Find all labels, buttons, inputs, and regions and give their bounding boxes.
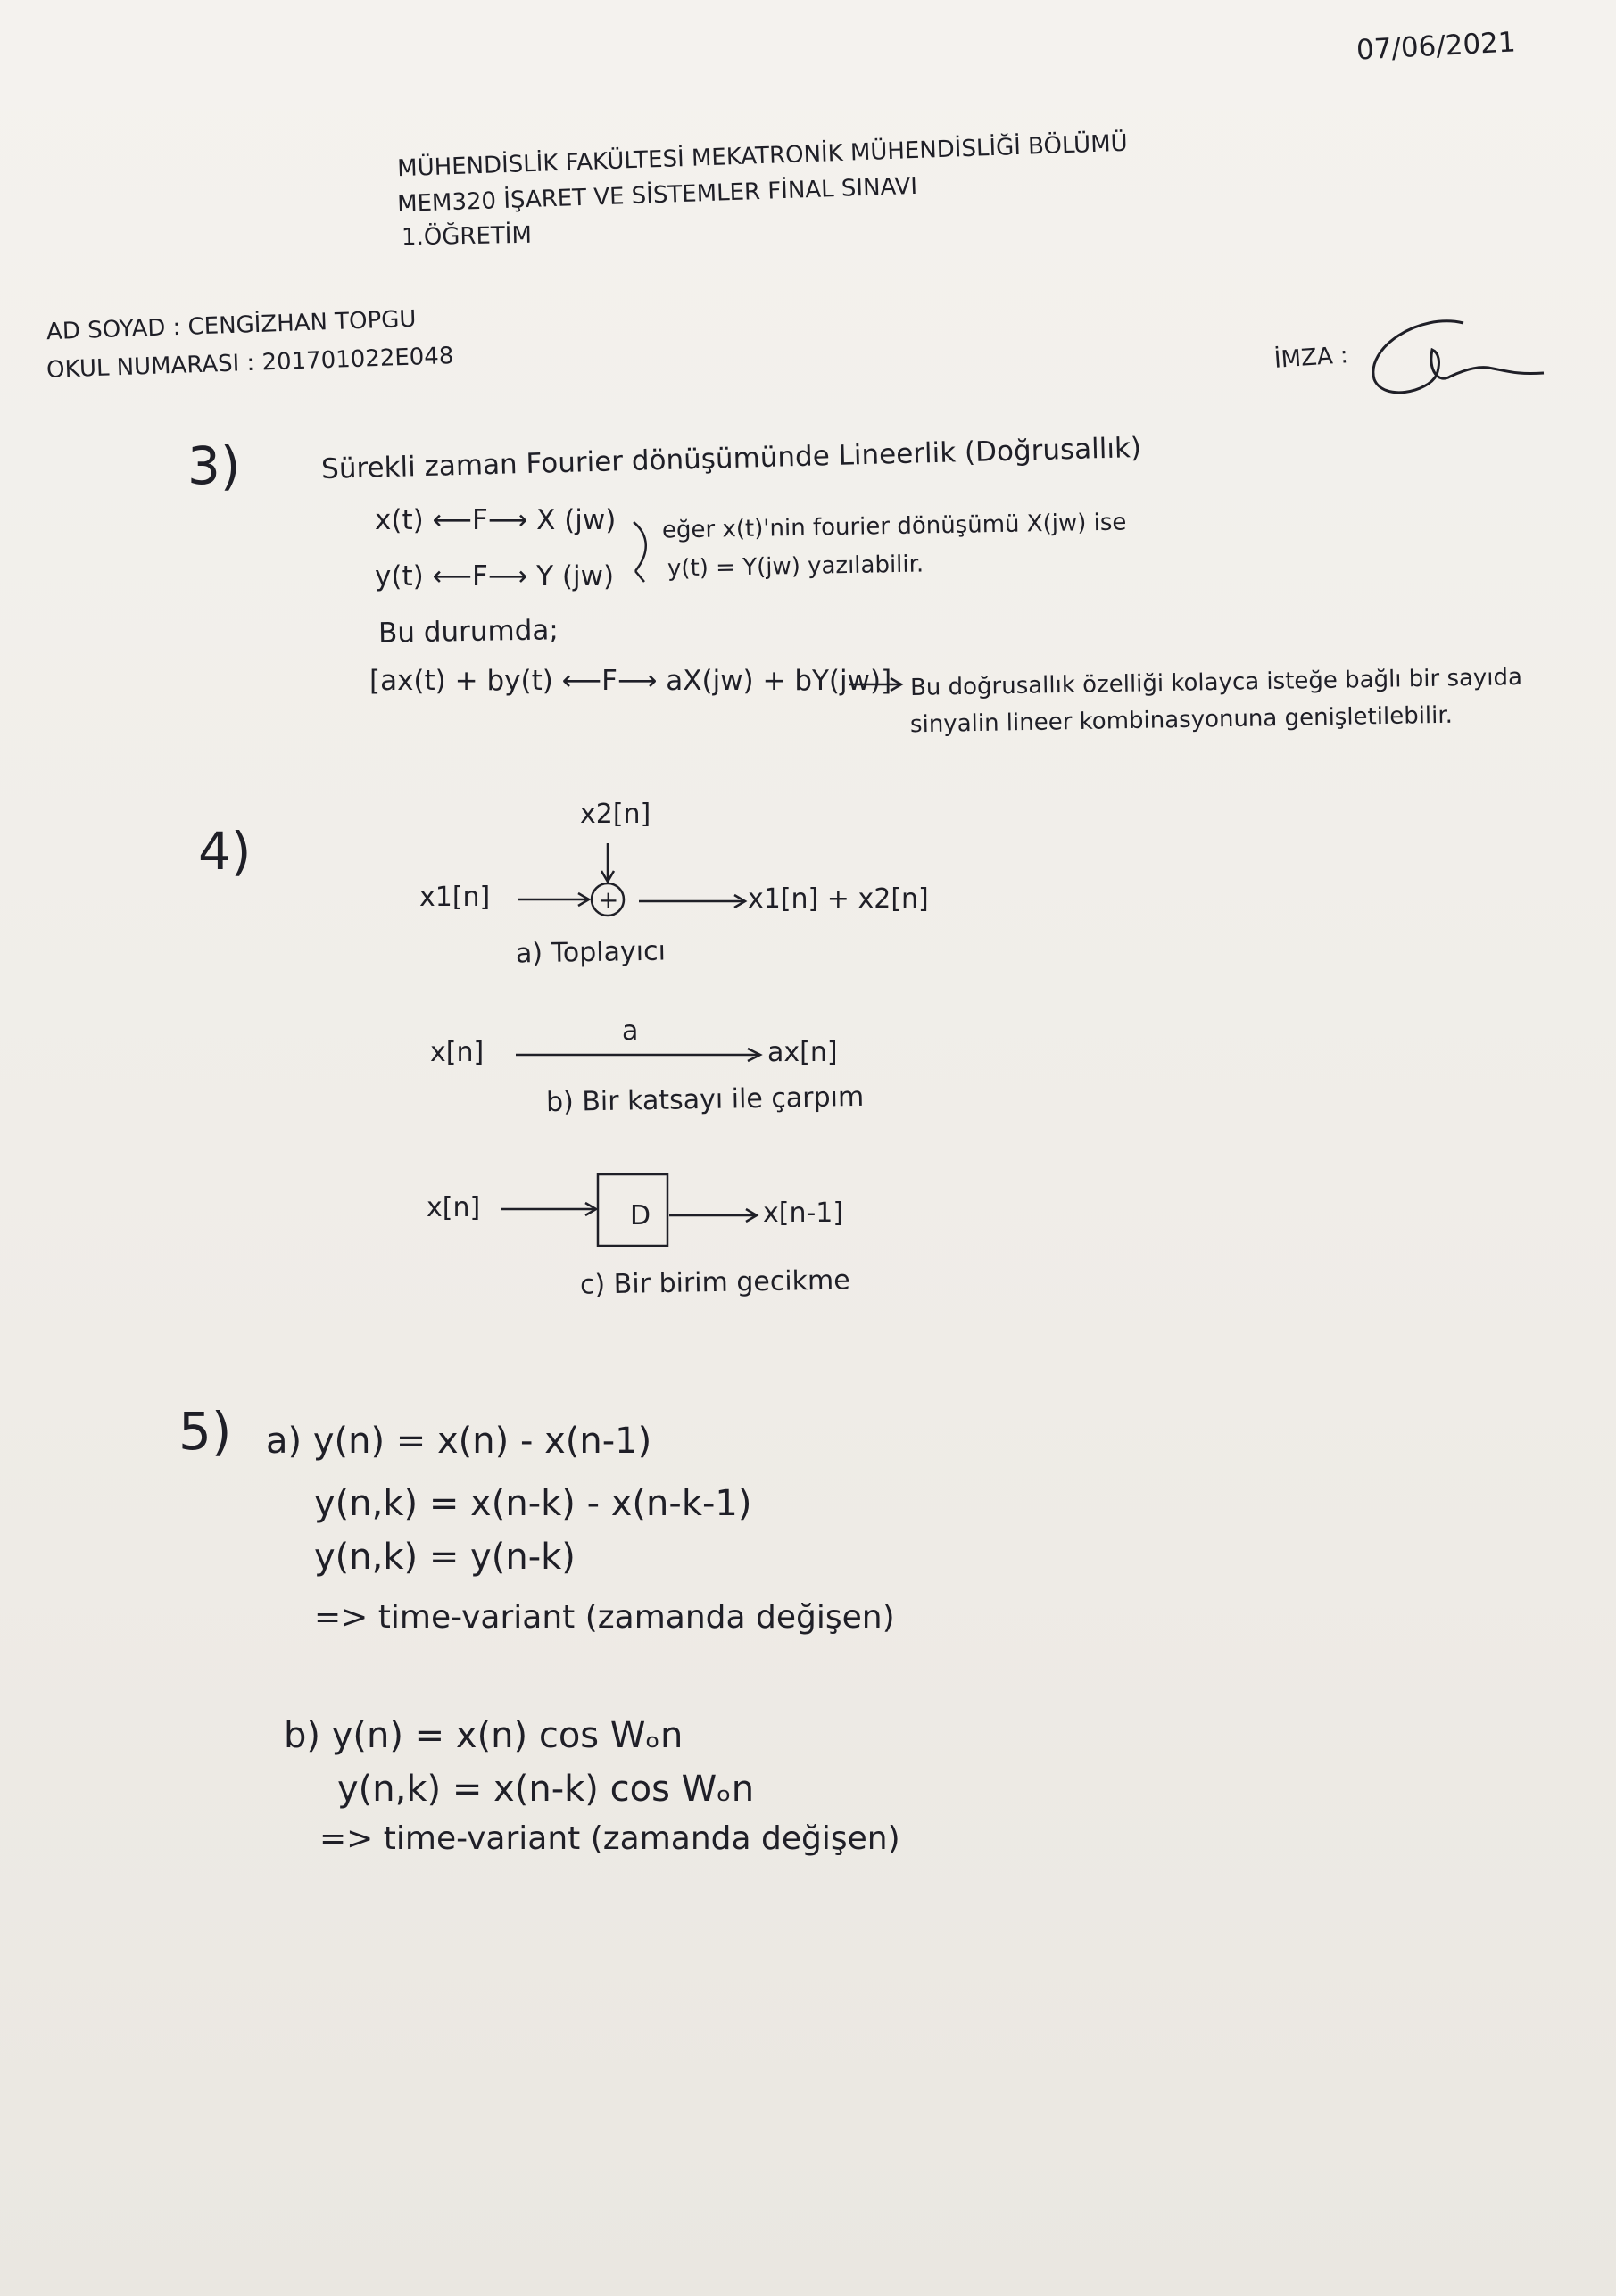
course-line: MEM320 İŞARET VE SİSTEMLER FİNAL SINAVI <box>396 172 918 219</box>
q3-comment2: sinyalin lineer kombinasyonuna genişletilebilir. <box>909 701 1454 739</box>
q5-b-line: => time-variant (zamanda değişen) <box>319 1820 900 1857</box>
q5-a-line: a) y(n) = x(n) - x(n-1) <box>266 1421 652 1462</box>
q3-pair2: y(t) ⟵F⟶ Y (jw) <box>375 560 615 593</box>
adder-output: x1[n] + x2[n] <box>748 883 929 915</box>
student-number: OKUL NUMARASI : 201701022E048 <box>46 343 454 384</box>
q3-comment1: Bu doğrusallık özelliği kolayca isteğe bağlı bir sayıda <box>909 664 1523 701</box>
q3-note1: eğer x(t)'nin fourier dönüşümü X(jw) ise <box>661 509 1127 544</box>
q3-result: [ax(t) + by(t) ⟵F⟶ aX(jw) + bY(jw)] <box>369 665 892 697</box>
education-line: 1.ÖĞRETİM <box>401 221 533 252</box>
q5-b-line: y(n,k) = x(n-k) cos Wₒn <box>337 1769 755 1810</box>
gain-label: a <box>622 1015 639 1047</box>
delay-output: x[n-1] <box>763 1198 844 1229</box>
signature-label: İMZA : <box>1273 342 1349 374</box>
q5-a-line: y(n,k) = x(n-k) - x(n-k-1) <box>314 1483 752 1524</box>
q3-pair1: x(t) ⟵F⟶ X (jw) <box>375 504 617 536</box>
delay-block-label: D <box>630 1200 651 1231</box>
adder-symbol: + <box>598 885 619 915</box>
gain-input: x[n] <box>430 1037 485 1068</box>
q5-a-line: y(n,k) = y(n-k) <box>314 1537 576 1578</box>
delay-caption: c) Bir birim gecikme <box>579 1264 851 1301</box>
delay-input: x[n] <box>427 1192 481 1223</box>
date: 07/06/2021 <box>1355 26 1517 67</box>
adder-top-input: x2[n] <box>580 799 651 830</box>
q3-number: 3) <box>187 435 241 496</box>
q5-number: 5) <box>178 1401 232 1462</box>
faculty-line: MÜHENDİSLİK FAKÜLTESİ MEKATRONİK MÜHENDİSLİĞİ BÖLÜMÜ <box>396 129 1129 183</box>
q3-bu-durumda: Bu durumda; <box>377 614 559 650</box>
q5-a-line: => time-variant (zamanda değişen) <box>314 1599 895 1636</box>
delay-block <box>598 1174 667 1246</box>
q5-b-line: b) y(n) = x(n) cos Wₒn <box>284 1715 684 1756</box>
student-name: AD SOYAD : CENGİZHAN TOPGU <box>46 305 417 346</box>
q3-note2: y(t) = Y(jw) yazılabilir. <box>667 551 924 583</box>
gain-output: ax[n] <box>767 1037 838 1068</box>
adder-caption: a) Toplayıcı <box>515 935 667 970</box>
q3-title: Sürekli zaman Fourier dönüşümünde Lineerlik (Doğrusallık) <box>320 431 1142 486</box>
adder-left-input: x1[n] <box>419 882 491 913</box>
gain-caption: b) Bir katsayı ile çarpım <box>545 1081 865 1119</box>
q4-number: 4) <box>198 821 252 882</box>
